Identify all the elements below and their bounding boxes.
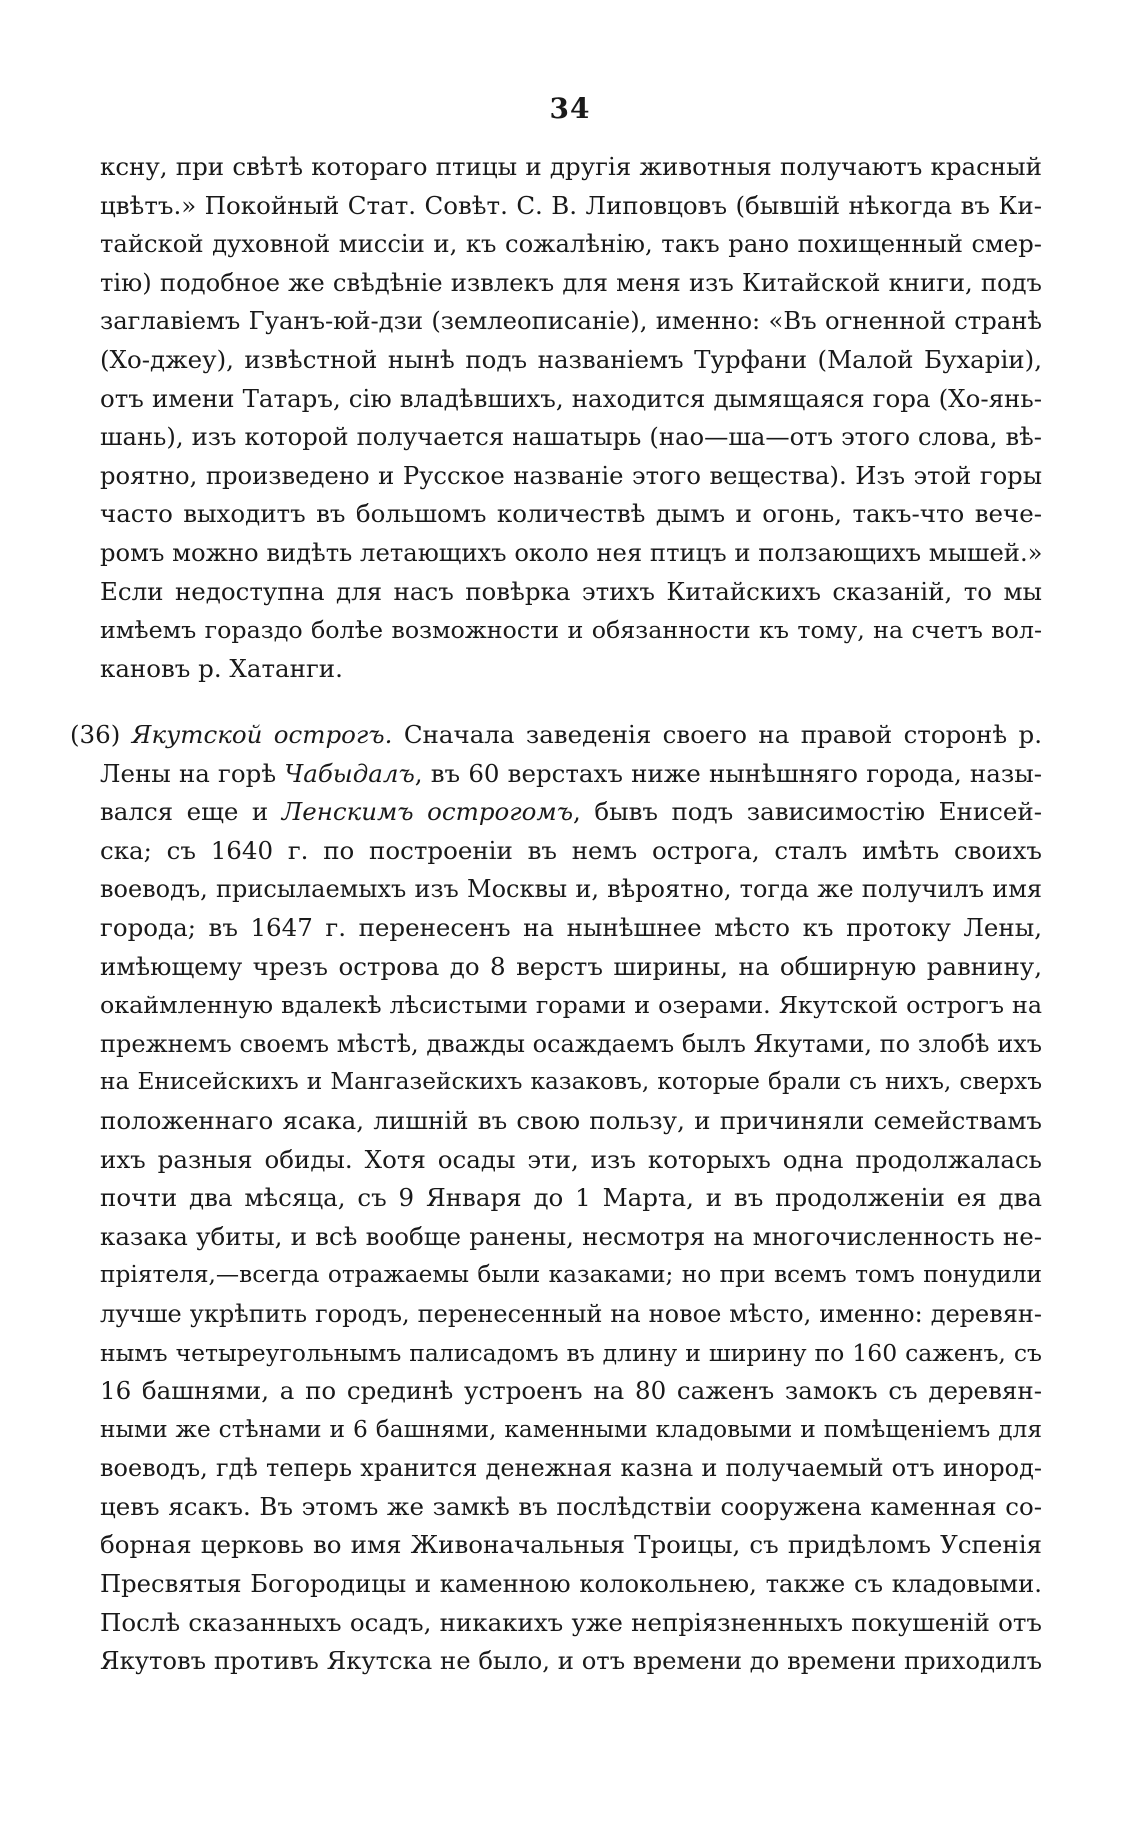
- text-line: борная церковь во имя Живоначальныя Троицы, съ придѣломъ Успенія: [100, 1530, 1042, 1560]
- text-line: часто выходитъ въ большомъ количествѣ дымъ и огонь, такъ-что вече-: [100, 499, 1042, 529]
- text-line: имѣемъ гораздо болѣе возможности и обязанности къ тому, на счетъ вол-: [100, 616, 1042, 645]
- text-line: Пресвятыя Богородицы и каменною колокольнею, также съ кладовыми.: [100, 1569, 1042, 1599]
- text-line: лучше укрѣпить городъ, перенесенный на новое мѣсто, именно: деревян-: [100, 1299, 1042, 1328]
- page-number: 34: [549, 92, 591, 125]
- text-line: тайской духовной миссіи и, къ сожалѣнію, такъ рано похищенный смер-: [100, 229, 1042, 259]
- text-line: ихъ разныя обиды. Хотя осады эти, изъ которыхъ одна продолжалась: [100, 1144, 1042, 1174]
- text-line: имѣющему чрезъ острова до 8 верстъ ширины, на обширную равнину,: [100, 951, 1042, 981]
- text-line: на Енисейскихъ и Мангазейскихъ казаковъ, которые брали съ нихъ, сверхъ: [100, 1068, 1042, 1096]
- text-line: роятно, произведено и Русское названіе этого вещества). Изъ этой горы: [100, 460, 1042, 490]
- text-line: положеннаго ясака, лишній въ свою пользу, и причиняли семействамъ: [100, 1105, 1042, 1135]
- text-fragment: , въ 60 верстахъ ниже нынѣшняго города, назы-: [414, 758, 1042, 788]
- text-line: цвѣтъ.» Покойный Стат. Совѣт. С. В. Липовцовъ (бывшій нѣкогда въ Ки-: [100, 190, 1042, 220]
- text-fragment: Сначала заведенія своего на правой сторонѣ р.: [403, 720, 1042, 749]
- text-line: ными же стѣнами и 6 башнями, каменными кладовыми и помѣщеніемъ для: [100, 1415, 1042, 1443]
- text-line: города; въ 1647 г. перенесенъ на нынѣшнее мѣсто къ протоку Лены,: [100, 912, 1042, 942]
- text-line: воеводъ, гдѣ теперь хранится денежная казна и получаемый отъ инород-: [100, 1454, 1042, 1483]
- text-line: прежнемъ своемъ мѣстѣ, дважды осаждаемъ былъ Якутами, по злобѣ ихъ: [100, 1029, 1042, 1058]
- text-line: кановъ р. Хатанги.: [100, 653, 343, 683]
- place-name-lensky-ostrog: Ленскимъ острогомъ: [281, 797, 574, 827]
- text-line: окаймленную вдалекѣ лѣсистыми горами и озерами. Якутской острогъ на: [100, 991, 1042, 1020]
- text-line: пріятеля,—всегда отражаемы были казаками; но при всемъ томъ понудили: [100, 1261, 1042, 1289]
- text-line: шань), изъ которой получается нашатырь (нао—ша—отъ этого слова, вѣ-: [100, 422, 1042, 452]
- text-line: 16 башнями, а по срединѣ устроенъ на 80 саженъ замокъ съ деревян-: [100, 1376, 1042, 1406]
- footnote-heading-line: [70, 716, 1042, 755]
- text-fragment: , бывъ подъ зависимостію Енисей-: [573, 797, 1042, 827]
- text-line: тію) подобное же свѣдѣніе извлекъ для меня изъ Китайской книги, подъ: [100, 267, 1042, 297]
- text-line: ска; съ 1640 г. по построеніи въ немъ острога, сталъ имѣть своихъ: [100, 835, 1042, 865]
- text-line: ксну, при свѣтѣ котораго птицы и другія животныя получаютъ красный: [100, 152, 1042, 181]
- place-name-chabydal: Чабыдалъ: [284, 758, 415, 788]
- text-line: воеводъ, присылаемыхъ изъ Москвы и, вѣроятно, тогда же получилъ имя: [100, 875, 1042, 904]
- text-line: цевъ ясакъ. Въ этомъ же замкѣ въ послѣдствіи сооружена каменная со-: [100, 1491, 1042, 1521]
- text-line: Якутовъ противъ Якутска не было, и отъ времени до времени приходилъ: [100, 1646, 1042, 1676]
- paragraph-yakutsk-ostrog: [70, 716, 1042, 1681]
- text-fragment: Лены на горѣ: [100, 758, 285, 788]
- text-line: (Хо-джеу), извѣстной нынѣ подъ названіемъ Турфани (Малой Бухаріи),: [100, 344, 1042, 374]
- text-line: Послѣ сказанныхъ осадъ, никакихъ уже непріязненныхъ покушеній отъ: [100, 1607, 1042, 1637]
- text-fragment: вался еще и: [100, 797, 282, 827]
- text-line: [100, 755, 1042, 794]
- text-line: нымъ четыреугольнымъ палисадомъ въ длину и ширину по 160 саженъ, съ: [100, 1338, 1042, 1367]
- text-line: заглавіемъ Гуанъ-юй-дзи (землеописаніе), именно: «Въ огненной странѣ: [100, 306, 1042, 336]
- text-line: казака убиты, и всѣ вообще ранены, несмотря на многочисленность не-: [100, 1221, 1042, 1251]
- note-number: (36): [70, 720, 121, 749]
- text-line: ромъ можно видѣть летающихъ около нея птицъ и ползающихъ мышей.»: [100, 537, 1043, 567]
- text-line: отъ имени Татаръ, сію владѣвшихъ, находится дымящаяся гора (Хо-янь-: [100, 383, 1042, 413]
- text-line: [100, 793, 1042, 832]
- text-line: Если недоступна для насъ повѣрка этихъ Китайскихъ сказаній, то мы: [100, 576, 1042, 606]
- text-line: почти два мѣсяца, съ 9 Января до 1 Марта, и въ продолженіи ея два: [100, 1183, 1042, 1213]
- paragraph-volcanoes: [100, 148, 1042, 688]
- note-title: Якутской острогъ.: [131, 720, 393, 749]
